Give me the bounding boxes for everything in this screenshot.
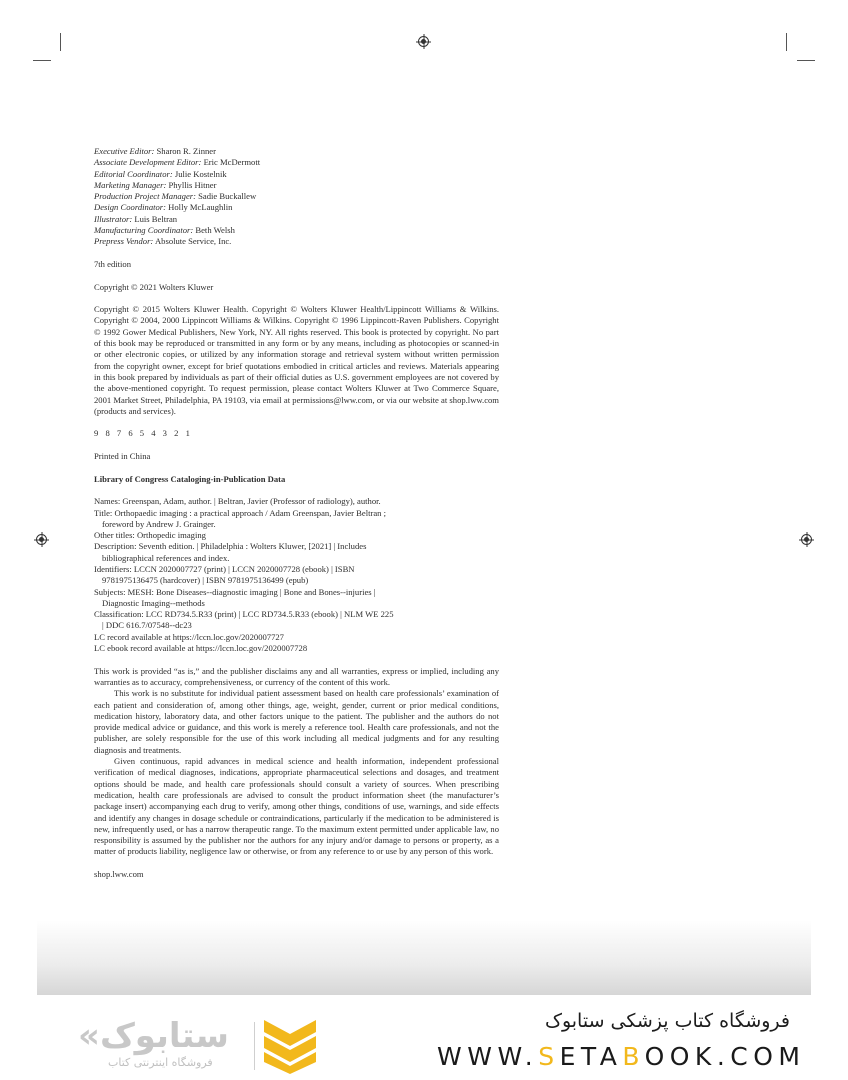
credit-line (94, 202, 499, 213)
credit-line (94, 146, 499, 157)
cip-entry: Title: Orthopaedic imaging : a practical approach / Adam Greenspan, Javier Beltran ; foreword by Andrew J. Grainger. (94, 507, 387, 529)
credit-role: Manufacturing Coordinator: (94, 225, 194, 236)
credit-name: Holly McLaughlin (168, 202, 233, 213)
credit-role: Associate Development Editor: (94, 157, 202, 168)
setabook-logo (78, 1016, 314, 1080)
credit-name: Sadie Buckallew (198, 191, 257, 202)
credit-name: Julie Kostelnik (174, 168, 227, 179)
credit-name: Sharon R. Zinner (156, 146, 216, 156)
printed-in: Printed in China (94, 451, 151, 462)
cip-entry: Classification: LCC RD734.5.R33 (print) | LCC RD734.5.R33 (ebook) | NLM WE 225 | DDC 616.7/07548--dc23 (94, 609, 394, 631)
cip-data (94, 496, 394, 654)
chevron-stack-icon (262, 1018, 318, 1076)
credits-list (94, 146, 499, 248)
edition-text: 7th edition (94, 258, 131, 269)
shop-title: فروشگاه کتاب پزشکی ستابوک (544, 1010, 790, 1032)
credit-role: Marketing Manager: (94, 179, 167, 190)
cip-heading: Library of Congress Cataloging-in-Publication Data (94, 473, 286, 484)
website-text: shop.lww.com (94, 869, 144, 879)
registration-mark-icon (801, 534, 812, 545)
shop-url[interactable] (437, 1042, 805, 1071)
credit-line (94, 169, 499, 180)
credit-line (94, 191, 499, 202)
copyright-paragraph: Copyright © 2015 Wolters Kluwer Health. Copyright © Wolters Kluwer Health/Lippincott Williams & Wilkins. Copyright © 2004, 2000 Lippincott Williams & Wilkins. Copyright © 1996 Lippincott-Raven Publishers. Copyright © 1992 Gower Medical Publishers, New York, NY. All rights reserved. This book is protected by copyright. No part of this book may be reproduced or transmitted in any form or by any means, including as photocopies or scanned-in or other electronic copies, or utilized by any information storage and retrieval system without written permission from the copyright owner, except for brief quotations embodied in critical articles and reviews. Materials appearing in this book prepared by individuals as part of their official duties as U.S. government employees are not covered by the above-mentioned copyright. To request permission, please contact Wolters Kluwer at Two Commerce Square, 2001 Market Street, Philadelphia, PA 19103, via email at permissions@lww.com, or via our website at shop.lww.com (products and services). (94, 304, 499, 416)
disclaimer-paragraph: This work is no substitute for individual patient assessment based on health care professionals’ examination of each patient and consideration of, among other things, age, weight, gender, current or prior medical conditions, medication history, laboratory data, and other factors unique to the patient. The publisher and the authors do not provide medical advice or guidance, and this work is merely a reference tool. Health care professionals, and not the publisher, are solely responsible for the use of this work including all medical judgments and for any resulting diagnosis and treatments. (94, 688, 499, 755)
url-highlight: B (622, 1042, 645, 1071)
credit-line (94, 214, 499, 225)
credit-line (94, 225, 499, 236)
cip-entry: Subjects: MESH: Bone Diseases--diagnostic imaging | Bone and Bones--injuries | Diagnostic Imaging--methods (94, 586, 376, 608)
crop-mark (60, 33, 61, 51)
cip-entry: Names: Greenspan, Adam, author. | Beltran, Javier (Professor of radiology), author. (94, 496, 381, 507)
cip-entry: Description: Seventh edition. | Philadelphia : Wolters Kluwer, [2021] | Includes bibliographical references and index. (94, 541, 367, 563)
cip-entry: LC ebook record available at https://lccn.loc.gov/2020007728 (94, 643, 308, 654)
credit-role: Editorial Coordinator: (94, 168, 173, 179)
url-part: WWW. (437, 1042, 539, 1071)
credit-role: Prepress Vendor: (94, 236, 154, 247)
logo-subtitle: فروشگاه اینترنتی کتاب (108, 1056, 213, 1069)
copyright-line: Copyright © 2021 Wolters Kluwer (94, 281, 214, 292)
credit-line (94, 157, 499, 168)
credit-role: Design Coordinator: (94, 202, 167, 213)
credit-role: Illustrator: (94, 213, 133, 224)
url-part: OOK.COM (644, 1042, 806, 1071)
url-highlight: S (538, 1042, 560, 1071)
printing-numbers: 9 8 7 6 5 4 3 2 1 (94, 428, 190, 439)
disclaimer-paragraph: This work is provided “as is,” and the publisher disclaims any and all warranties, express or implied, including any warranties as to accuracy, comprehensiveness, or currency of the content of this work. (94, 665, 499, 687)
credit-role: Executive Editor: (94, 146, 155, 156)
credit-name: Absolute Service, Inc. (154, 236, 232, 247)
crop-mark (786, 33, 787, 51)
logo-wordmark: «ستابوک (78, 1016, 229, 1056)
credit-line (94, 180, 499, 191)
credit-name: Luis Beltran (134, 213, 178, 224)
credit-name: Eric McDermott (203, 157, 261, 168)
cip-entry: Identifiers: LCCN 2020007727 (print) | LCCN 2020007728 (ebook) | ISBN 9781975136475 (hardcover) | ISBN 9781975136499 (epub) (94, 563, 355, 586)
copyright-page-content (94, 146, 499, 880)
registration-mark-icon (36, 534, 47, 545)
cip-entry: LC record available at https://lccn.loc.gov/2020007727 (94, 631, 284, 642)
registration-mark-icon (418, 36, 429, 47)
cip-entry: Other titles: Orthopedic imaging (94, 530, 206, 541)
disclaimer-paragraph: Given continuous, rapid advances in medical science and health information, independent professional verification of medical diagnoses, indications, appropriate pharmaceutical selections and dosages, and treatment options should be made, and health care professionals should consult a variety of sources. When prescribing medication, health care professionals are advised to consult the product information sheet (the manufacturer’s package insert) accompanying each drug to verify, among other things, conditions of use, warnings, and side effects and identify any changes in dosage schedule or contraindications, particularly if the medication to be administered is new, infrequently used, or has a narrow therapeutic range. To the maximum extent permitted under applicable law, no responsibility is assumed by the publisher nor the authors for any injury and/or damage to persons or property, as a matter of products liability, negligence law or otherwise, or from any reference to or use by any person of this work. (94, 756, 499, 857)
credit-name: Phyllis Hitner (168, 179, 217, 190)
url-part: ETA (559, 1042, 623, 1071)
crop-mark (797, 60, 815, 61)
credit-role: Production Project Manager: (94, 191, 196, 202)
footer-gradient (37, 920, 811, 995)
logo-divider (254, 1022, 255, 1070)
crop-mark (33, 60, 51, 61)
credit-name: Beth Welsh (195, 225, 235, 236)
credit-line (94, 236, 499, 247)
